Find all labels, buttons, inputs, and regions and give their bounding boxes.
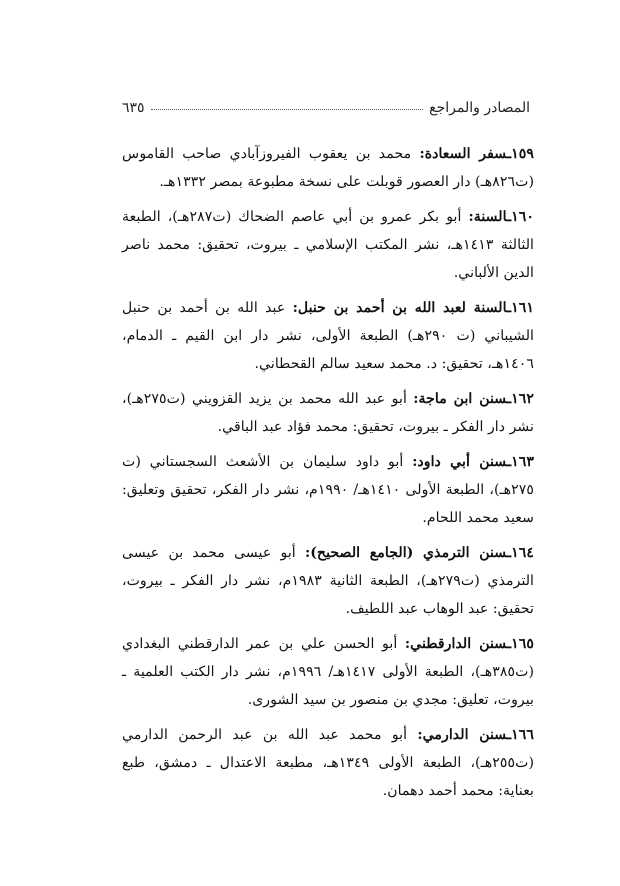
entry-number: ١٦٢ـ <box>506 391 534 407</box>
bibliography-entry <box>122 448 534 532</box>
bibliography-entry <box>122 140 534 196</box>
bibliography-list <box>122 140 534 812</box>
bibliography-entry <box>122 294 534 378</box>
entry-title: سنن الترمذي (الجامع الصحيح): <box>304 545 507 561</box>
entry-title: سنن ابن ماجة: <box>413 391 507 407</box>
entry-body: أبو بكر عمرو بن أبي عاصم الضحاك (ت٢٨٧هـ)، الطبعة الثالثة ١٤١٣هـ، نشر المكتب الإسلامي ـ بيروت، تحقيق: محمد ناصر الدين الألباني. <box>122 209 534 281</box>
entry-body: أبو الحسن علي بن عمر الدارقطني البغدادي (ت٣٨٥هـ)، الطبعة الأولى ١٤١٧هـ/ ١٩٩٦م، نشر دار الكتب العلمية ـ بيروت، تعليق: مجدي بن منصور بن سيد الشورى. <box>122 636 534 708</box>
entry-title: سنن أبي داود: <box>412 454 507 470</box>
entry-title: سفر السعادة: <box>419 146 507 162</box>
entry-number: ١٦٣ـ <box>506 454 535 470</box>
entry-number: ١٦٤ـ <box>506 545 534 561</box>
dot-leader <box>151 109 424 110</box>
entry-body: أبو محمد عبد الله بن عبد الرحمن الدارمي (ت٢٥٥هـ)، الطبعة الأولى ١٣٤٩هـ، مطبعة الاعتدال ـ دمشق، طبع بعناية: محمد أحمد دهمان. <box>122 727 534 799</box>
entry-number: ١٥٩ـ <box>506 146 534 162</box>
entry-body: أبو عيسى محمد بن عيسى الترمذي (ت٢٧٩هـ)، الطبعة الثانية ١٩٨٣م، نشر دار الفكر ـ بيروت، تحقيق: عبد الوهاب عبد اللطيف. <box>122 545 535 617</box>
bibliography-entry <box>122 721 534 805</box>
entry-body: عبد الله بن أحمد بن حنبل الشيباني (ت ٢٩٠هـ) الطبعة الأولى، نشر دار ابن القيم ـ الدمام، ١٤٠٦هـ، تحقيق: د. محمد سعيد سالم القحطاني. <box>122 300 534 372</box>
entry-number: ١٦٠ـ <box>506 209 534 225</box>
entry-number: ١٦٥ـ <box>506 636 534 652</box>
bibliography-entry <box>122 385 534 441</box>
entry-body: أبو عبد الله محمد بن يزيد القزويني (ت٢٧٥هـ)، نشر دار الفكر ـ بيروت، تحقيق: محمد فؤاد عبد الباقي. <box>122 391 534 435</box>
entry-title: السنة لعبد الله بن أحمد بن حنبل: <box>292 300 507 316</box>
bibliography-entry <box>122 203 534 287</box>
entry-title: سنن الدارقطني: <box>404 636 507 652</box>
entry-body: محمد بن يعقوب الفيروزآبادي صاحب القاموس (ت٨٢٦هـ) دار العصور قوبلت على نسخة مطبوعة بمصر ١٣٣٢هـ. <box>122 146 534 190</box>
entry-body: أبو داود سليمان بن الأشعث السجستاني (ت ٢٧٥هـ)، الطبعة الأولى ١٤١٠هـ/ ١٩٩٠م، نشر دار الفكر، تحقيق وتعليق: سعيد محمد اللحام. <box>122 454 534 526</box>
bibliography-entry <box>122 630 534 714</box>
entry-number: ١٦١ـ <box>506 300 534 316</box>
entry-title: السنة: <box>468 209 507 225</box>
entry-title: سنن الدارمي: <box>417 727 507 743</box>
page-header <box>122 92 530 116</box>
page-number: ٦٣٥ <box>122 100 145 116</box>
running-title: المصادر والمراجع <box>429 100 530 116</box>
entry-number: ١٦٦ـ <box>506 727 535 743</box>
bibliography-entry <box>122 539 534 623</box>
